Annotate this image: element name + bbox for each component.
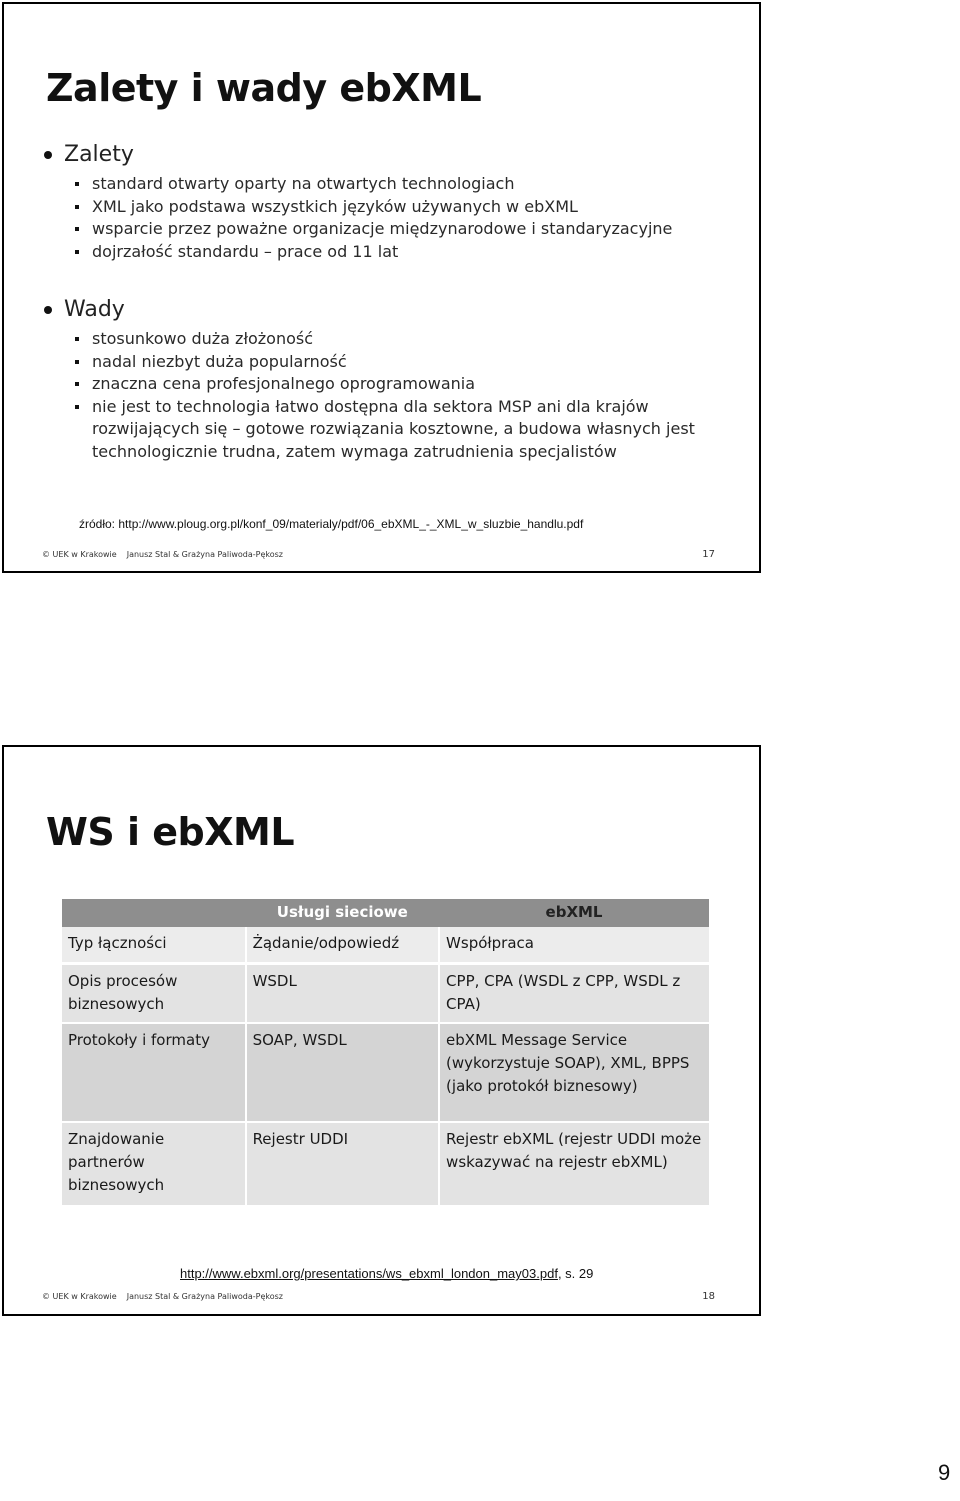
table-cell: Współpraca — [439, 927, 709, 964]
table-header-cell: ebXML — [439, 899, 709, 927]
comparison-table — [62, 899, 709, 1207]
section-heading: Wady — [64, 297, 125, 322]
list-item: znaczna cena profesjonalnego oprogramowania — [44, 373, 704, 396]
square-bullet-icon — [75, 382, 79, 386]
bullet-dot-icon — [44, 306, 52, 314]
square-bullet-icon — [75, 250, 79, 254]
list-item: nadal niezbyt duża popularność — [44, 351, 704, 374]
table-cell: Typ łączności — [62, 927, 246, 964]
square-bullet-icon — [75, 205, 79, 209]
table-row — [62, 1023, 709, 1122]
reference-suffix: , s. 29 — [557, 1266, 594, 1281]
list-item: wsparcie przez poważne organizacje międzynarodowe i standaryzacyjne — [44, 218, 704, 241]
bullet-list — [44, 173, 704, 263]
slide-18 — [2, 745, 761, 1316]
slide-title: WS i ebXML — [46, 810, 295, 854]
bullet-dot-icon — [44, 151, 52, 159]
footer-org: © UEK w Krakowie — [42, 1292, 117, 1301]
table-header-cell: Usługi sieciowe — [246, 899, 439, 927]
table-cell: ebXML Message Service (wykorzystuje SOAP), XML, BPPS (jako protokół biznesowy) — [439, 1023, 709, 1122]
table-row — [62, 964, 709, 1024]
table-cell: Znajdowanie partnerów biznesowych — [62, 1122, 246, 1206]
slide-title: Zalety i wady ebXML — [46, 66, 482, 110]
footer-authors: Janusz Stal & Grażyna Paliwoda-Pękosz — [126, 550, 283, 559]
table-header-cell — [62, 899, 246, 927]
table-cell: Rejestr UDDI — [246, 1122, 439, 1206]
source-link[interactable]: źródło: http://www.ploug.org.pl/konf_09/materialy/pdf/06_ebXML_-_XML_w_sluzbie_handlu.pdf — [79, 517, 584, 531]
square-bullet-icon — [75, 227, 79, 231]
table-cell: CPP, CPA (WSDL z CPP, WSDL z CPA) — [439, 964, 709, 1024]
slide-number: 18 — [702, 1291, 715, 1302]
reference — [180, 1266, 593, 1281]
square-bullet-icon — [75, 405, 79, 409]
table-cell: WSDL — [246, 964, 439, 1024]
reference-link[interactable]: http://www.ebxml.org/presentations/ws_ebxml_london_may03.pdf — [180, 1266, 558, 1281]
list-item: XML jako podstawa wszystkich języków używanych w ebXML — [44, 196, 704, 219]
section-disadvantages — [44, 297, 704, 463]
slide-number: 17 — [702, 549, 715, 560]
slide-footer — [42, 549, 715, 560]
square-bullet-icon — [75, 337, 79, 341]
list-item: standard otwarty oparty na otwartych technologiach — [44, 173, 704, 196]
footer-authors: Janusz Stal & Grażyna Paliwoda-Pękosz — [126, 1292, 283, 1301]
table-cell: Żądanie/odpowiedź — [246, 927, 439, 964]
square-bullet-icon — [75, 182, 79, 186]
list-item: nie jest to technologia łatwo dostępna dla sektora MSP ani dla krajów rozwijających się – gotowe rozwiązania kosztowne, a budowa własnych jest technologicznie trudna, zatem wymaga zatrudnienia specjalistów — [44, 396, 704, 464]
table-row — [62, 1122, 709, 1206]
section-advantages — [44, 142, 704, 263]
slide-17 — [2, 2, 761, 573]
table-cell: Opis procesów biznesowych — [62, 964, 246, 1024]
list-item: dojrzałość standardu – prace od 11 lat — [44, 241, 704, 264]
table-cell: SOAP, WSDL — [246, 1023, 439, 1122]
footer-org: © UEK w Krakowie — [42, 550, 117, 559]
slide-footer — [42, 1291, 715, 1302]
table-subheader-row — [62, 927, 709, 964]
table-cell: Protokoły i formaty — [62, 1023, 246, 1122]
list-item: stosunkowo duża złożoność — [44, 328, 704, 351]
table-header-row — [62, 899, 709, 927]
square-bullet-icon — [75, 360, 79, 364]
page-number: 9 — [938, 1460, 951, 1485]
section-heading: Zalety — [64, 142, 134, 167]
bullet-list — [44, 328, 704, 463]
table-cell: Rejestr ebXML (rejestr UDDI może wskazywać na rejestr ebXML) — [439, 1122, 709, 1206]
